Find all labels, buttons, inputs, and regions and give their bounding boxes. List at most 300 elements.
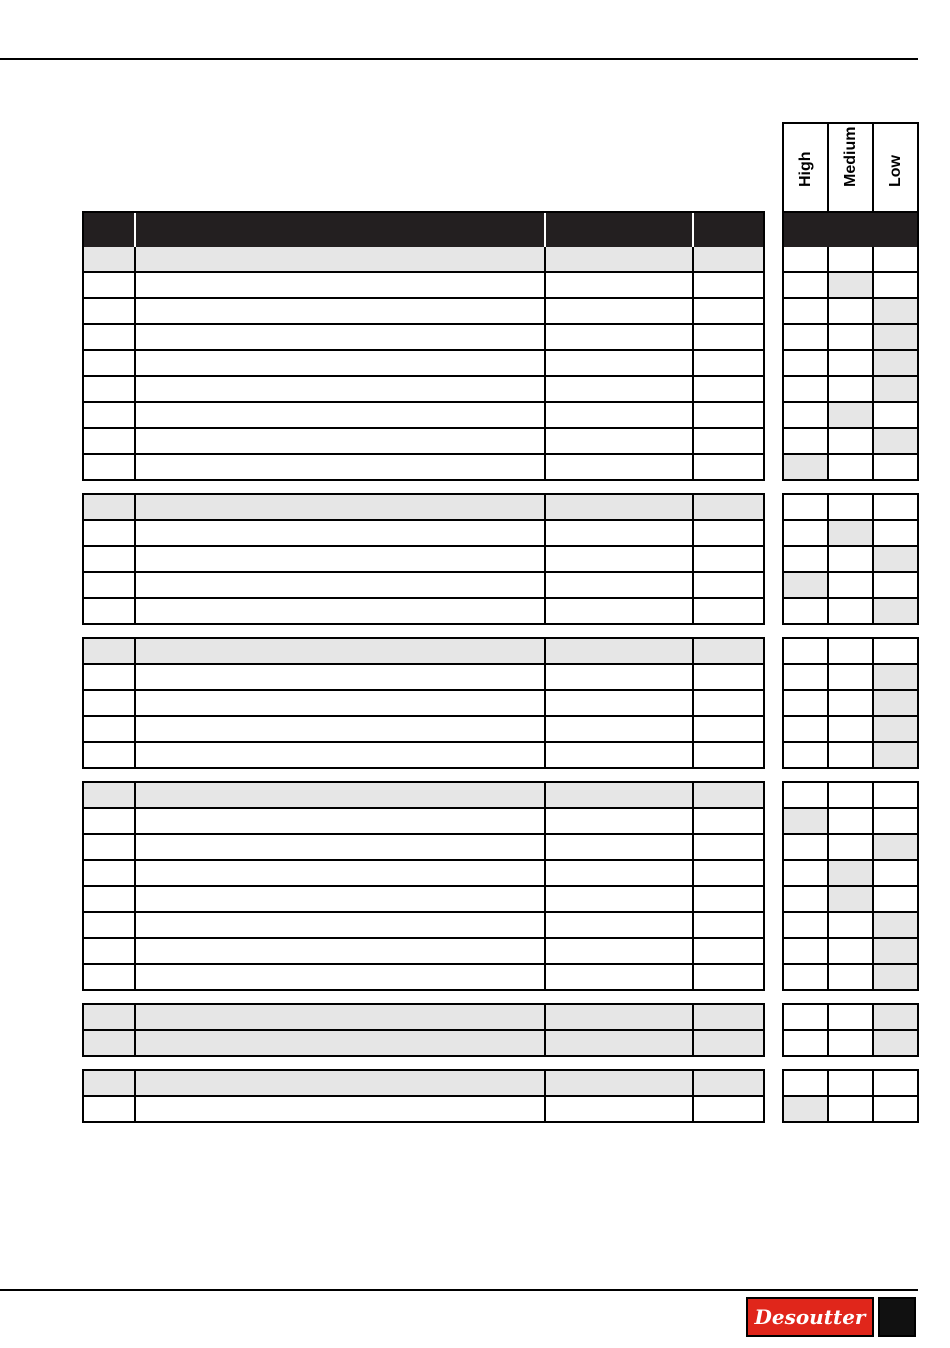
priority-row	[784, 1005, 917, 1031]
table-row	[84, 1097, 763, 1123]
priority-cell	[784, 1031, 829, 1055]
priority-cell	[784, 913, 829, 937]
table-cell	[136, 1071, 546, 1095]
table-cell	[546, 691, 694, 715]
priority-cell	[784, 783, 829, 807]
maintenance-table	[82, 211, 765, 1123]
priority-row	[784, 717, 917, 743]
priority-row	[784, 521, 917, 547]
table-row	[84, 521, 763, 547]
table-cell	[546, 1031, 694, 1055]
priority-row	[784, 403, 917, 429]
table-cell	[694, 521, 763, 545]
priority-high-label: High	[796, 151, 814, 187]
table-row	[84, 861, 763, 887]
table-cell	[136, 717, 546, 741]
priority-row	[784, 887, 917, 913]
priority-cell	[784, 351, 829, 375]
priority-row	[784, 377, 917, 403]
table-cell	[84, 351, 136, 375]
priority-marker	[874, 429, 917, 453]
priority-high-header	[784, 124, 829, 211]
table-cell	[136, 691, 546, 715]
table-cell	[136, 913, 546, 937]
table-cell	[694, 1097, 763, 1121]
table-cell	[136, 547, 546, 571]
table-cell	[136, 495, 546, 519]
priority-row	[784, 455, 917, 481]
priority-block	[782, 781, 919, 991]
table-row	[84, 887, 763, 913]
priority-low-label: Low	[886, 155, 904, 187]
priority-cell	[784, 599, 829, 623]
priority-marker	[874, 325, 917, 349]
table-cell	[546, 717, 694, 741]
table-cell	[694, 939, 763, 963]
priority-cell	[784, 247, 829, 271]
priority-marker	[784, 455, 829, 479]
table-cell	[546, 1005, 694, 1029]
table-cell	[84, 1071, 136, 1095]
priority-cell	[784, 1071, 829, 1095]
table-row	[84, 1031, 763, 1057]
priority-cell	[874, 247, 917, 271]
table-row	[84, 273, 763, 299]
table-cell	[84, 691, 136, 715]
priority-cell	[829, 965, 874, 989]
priority-cell	[829, 835, 874, 859]
table-cell	[694, 861, 763, 885]
priority-cell	[829, 913, 874, 937]
priority-block	[782, 1003, 919, 1057]
table-cell	[546, 403, 694, 427]
priority-cell	[874, 273, 917, 297]
table-cell	[546, 965, 694, 989]
priority-table	[782, 211, 919, 1123]
priority-block	[782, 637, 919, 769]
priority-cell	[874, 521, 917, 545]
priority-cell	[874, 1071, 917, 1095]
priority-marker	[784, 1097, 829, 1121]
table-cell	[694, 1071, 763, 1095]
priority-marker	[829, 861, 874, 885]
table-cell	[136, 965, 546, 989]
table-cell	[136, 429, 546, 453]
table-cell	[136, 887, 546, 911]
table-cell	[84, 547, 136, 571]
priority-cell	[874, 495, 917, 519]
footer-rule	[0, 1289, 918, 1291]
priority-row	[784, 247, 917, 273]
header-cell	[136, 213, 546, 247]
priority-marker	[874, 691, 917, 715]
header-cell	[84, 213, 136, 247]
table-cell	[84, 521, 136, 545]
section-row	[84, 639, 763, 665]
table-cell	[84, 913, 136, 937]
priority-block	[782, 211, 919, 481]
table-row	[84, 455, 763, 481]
priority-row	[784, 573, 917, 599]
priority-cell	[829, 1071, 874, 1095]
priority-marker	[829, 887, 874, 911]
table-cell	[136, 455, 546, 479]
table-cell	[136, 573, 546, 597]
table-cell	[136, 325, 546, 349]
priority-marker	[874, 743, 917, 767]
table-block	[82, 1069, 765, 1123]
table-cell	[84, 599, 136, 623]
priority-cell	[829, 547, 874, 571]
table-row	[84, 351, 763, 377]
table-cell	[694, 325, 763, 349]
table-block	[82, 781, 765, 991]
table-cell	[84, 717, 136, 741]
priority-cell	[829, 639, 874, 663]
table-cell	[84, 835, 136, 859]
table-cell	[84, 743, 136, 767]
table-cell	[546, 1071, 694, 1095]
priority-cell	[874, 455, 917, 479]
priority-cell	[874, 573, 917, 597]
priority-cell	[874, 861, 917, 885]
priority-cell	[784, 743, 829, 767]
priority-cell	[829, 665, 874, 689]
priority-cell	[829, 455, 874, 479]
table-cell	[546, 495, 694, 519]
table-row	[84, 377, 763, 403]
priority-marker	[874, 913, 917, 937]
priority-cell	[829, 691, 874, 715]
table-row	[84, 809, 763, 835]
table-cell	[136, 809, 546, 833]
priority-cell	[829, 599, 874, 623]
priority-row	[784, 913, 917, 939]
table-cell	[694, 273, 763, 297]
priority-cell	[874, 887, 917, 911]
desoutter-logo	[746, 1297, 916, 1337]
table-cell	[694, 299, 763, 323]
table-cell	[546, 743, 694, 767]
table-block	[82, 493, 765, 625]
table-cell	[84, 783, 136, 807]
priority-cell	[784, 521, 829, 545]
priority-cell	[784, 965, 829, 989]
priority-row	[784, 429, 917, 455]
priority-header	[782, 122, 919, 211]
table-cell	[84, 403, 136, 427]
table-row	[84, 965, 763, 991]
priority-block	[782, 493, 919, 625]
table-cell	[84, 809, 136, 833]
priority-row	[784, 351, 917, 377]
table-cell	[136, 273, 546, 297]
table-cell	[84, 573, 136, 597]
table-cell	[546, 861, 694, 885]
table-cell	[694, 691, 763, 715]
priority-header-row	[784, 213, 917, 247]
priority-cell	[829, 299, 874, 323]
table-row	[84, 691, 763, 717]
priority-row	[784, 835, 917, 861]
table-cell	[546, 455, 694, 479]
table-cell	[84, 495, 136, 519]
table-cell	[546, 351, 694, 375]
priority-cell	[829, 495, 874, 519]
table-cell	[136, 861, 546, 885]
priority-row	[784, 939, 917, 965]
table-cell	[546, 573, 694, 597]
priority-marker	[874, 939, 917, 963]
table-cell	[694, 547, 763, 571]
priority-marker	[874, 835, 917, 859]
table-cell	[84, 273, 136, 297]
header-cell	[546, 213, 694, 247]
priority-row	[784, 1031, 917, 1057]
priority-header-cell	[784, 213, 829, 247]
horse-head-icon	[878, 1297, 916, 1337]
table-cell	[546, 599, 694, 623]
table-cell	[84, 455, 136, 479]
table-cell	[84, 965, 136, 989]
priority-marker	[784, 573, 829, 597]
table-cell	[694, 455, 763, 479]
priority-cell	[829, 717, 874, 741]
table-block	[82, 1003, 765, 1057]
table-cell	[694, 403, 763, 427]
table-row	[84, 299, 763, 325]
table-cell	[546, 1097, 694, 1121]
priority-marker	[874, 717, 917, 741]
priority-cell	[784, 403, 829, 427]
table-cell	[546, 939, 694, 963]
table-row	[84, 403, 763, 429]
priority-row	[784, 743, 917, 769]
priority-row	[784, 861, 917, 887]
priority-cell	[829, 743, 874, 767]
table-cell	[136, 1005, 546, 1029]
table-cell	[136, 783, 546, 807]
table-cell	[136, 299, 546, 323]
logo-wordmark: Desoutter	[746, 1297, 874, 1337]
table-row	[84, 835, 763, 861]
priority-marker	[874, 665, 917, 689]
table-cell	[136, 1031, 546, 1055]
priority-cell	[784, 547, 829, 571]
priority-marker	[874, 377, 917, 401]
table-cell	[546, 521, 694, 545]
table-row	[84, 743, 763, 769]
table-row	[84, 599, 763, 625]
priority-row	[784, 1071, 917, 1097]
priority-cell	[874, 809, 917, 833]
table-cell	[694, 573, 763, 597]
table-row	[84, 939, 763, 965]
table-row	[84, 325, 763, 351]
priority-marker	[874, 299, 917, 323]
section-row	[84, 783, 763, 809]
table-cell	[546, 429, 694, 453]
table-cell	[84, 299, 136, 323]
table-cell	[694, 743, 763, 767]
table-cell	[694, 429, 763, 453]
priority-marker	[829, 273, 874, 297]
table-cell	[694, 599, 763, 623]
header-cell	[694, 213, 763, 247]
table-cell	[546, 325, 694, 349]
priority-cell	[784, 939, 829, 963]
table-cell	[546, 887, 694, 911]
table-cell	[546, 547, 694, 571]
table-cell	[84, 429, 136, 453]
priority-cell	[784, 887, 829, 911]
priority-block	[782, 1069, 919, 1123]
table-cell	[694, 495, 763, 519]
table-cell	[694, 1005, 763, 1029]
section-row	[84, 247, 763, 273]
priority-marker	[874, 965, 917, 989]
table-cell	[136, 665, 546, 689]
priority-row	[784, 325, 917, 351]
priority-cell	[829, 1005, 874, 1029]
priority-row	[784, 965, 917, 991]
priority-marker	[874, 1031, 917, 1055]
priority-cell	[784, 377, 829, 401]
table-cell	[546, 835, 694, 859]
table-cell	[694, 639, 763, 663]
priority-header-cell	[874, 213, 917, 247]
table-cell	[694, 783, 763, 807]
table-row	[84, 665, 763, 691]
table-row	[84, 547, 763, 573]
section-row	[84, 1005, 763, 1031]
table-cell	[136, 403, 546, 427]
priority-cell	[829, 1097, 874, 1121]
table-cell	[136, 939, 546, 963]
table-row	[84, 429, 763, 455]
table-cell	[136, 599, 546, 623]
priority-cell	[784, 325, 829, 349]
table-cell	[546, 913, 694, 937]
priority-medium-header	[829, 124, 874, 211]
priority-cell	[784, 1005, 829, 1029]
table-cell	[136, 835, 546, 859]
table-block	[82, 211, 765, 481]
priority-cell	[829, 1031, 874, 1055]
table-cell	[546, 247, 694, 271]
priority-cell	[829, 247, 874, 271]
priority-row	[784, 299, 917, 325]
table-row	[84, 717, 763, 743]
priority-cell	[784, 639, 829, 663]
table-cell	[546, 783, 694, 807]
priority-marker	[874, 547, 917, 571]
table-cell	[136, 639, 546, 663]
priority-cell	[784, 665, 829, 689]
table-cell	[84, 939, 136, 963]
header-rule	[0, 58, 918, 60]
table-cell	[84, 247, 136, 271]
table-cell	[694, 351, 763, 375]
table-cell	[546, 299, 694, 323]
priority-marker	[784, 809, 829, 833]
table-cell	[136, 521, 546, 545]
table-row	[84, 573, 763, 599]
table-cell	[694, 665, 763, 689]
table-cell	[694, 717, 763, 741]
table-cell	[136, 351, 546, 375]
priority-cell	[829, 939, 874, 963]
priority-cell	[829, 809, 874, 833]
table-cell	[136, 1097, 546, 1121]
priority-cell	[874, 783, 917, 807]
priority-cell	[784, 717, 829, 741]
priority-cell	[829, 377, 874, 401]
priority-row	[784, 599, 917, 625]
priority-row	[784, 665, 917, 691]
table-cell	[84, 887, 136, 911]
table-cell	[694, 887, 763, 911]
priority-row	[784, 639, 917, 665]
table-cell	[84, 665, 136, 689]
table-cell	[546, 809, 694, 833]
priority-row	[784, 783, 917, 809]
table-cell	[84, 1031, 136, 1055]
table-cell	[694, 1031, 763, 1055]
table-cell	[694, 913, 763, 937]
table-cell	[84, 377, 136, 401]
table-cell	[136, 377, 546, 401]
priority-marker	[874, 599, 917, 623]
priority-header-cell	[829, 213, 874, 247]
table-cell	[84, 1097, 136, 1121]
table-cell	[84, 639, 136, 663]
priority-cell	[784, 691, 829, 715]
table-cell	[136, 247, 546, 271]
priority-cell	[874, 1097, 917, 1121]
priority-cell	[874, 639, 917, 663]
priority-marker	[874, 1005, 917, 1029]
priority-marker	[874, 351, 917, 375]
priority-cell	[829, 429, 874, 453]
table-row	[84, 913, 763, 939]
table-cell	[694, 835, 763, 859]
table-cell	[546, 273, 694, 297]
priority-marker	[829, 521, 874, 545]
priority-low-header	[874, 124, 917, 211]
table-cell	[546, 639, 694, 663]
priority-cell	[829, 573, 874, 597]
priority-row	[784, 691, 917, 717]
table-cell	[694, 247, 763, 271]
priority-cell	[784, 299, 829, 323]
table-cell	[694, 377, 763, 401]
table-cell	[84, 861, 136, 885]
table-cell	[136, 743, 546, 767]
priority-cell	[829, 325, 874, 349]
table-cell	[694, 965, 763, 989]
priority-row	[784, 495, 917, 521]
table-cell	[546, 377, 694, 401]
priority-row	[784, 547, 917, 573]
priority-cell	[784, 273, 829, 297]
priority-cell	[829, 783, 874, 807]
table-block	[82, 637, 765, 769]
priority-row	[784, 809, 917, 835]
section-row	[84, 495, 763, 521]
priority-cell	[784, 429, 829, 453]
priority-cell	[784, 835, 829, 859]
